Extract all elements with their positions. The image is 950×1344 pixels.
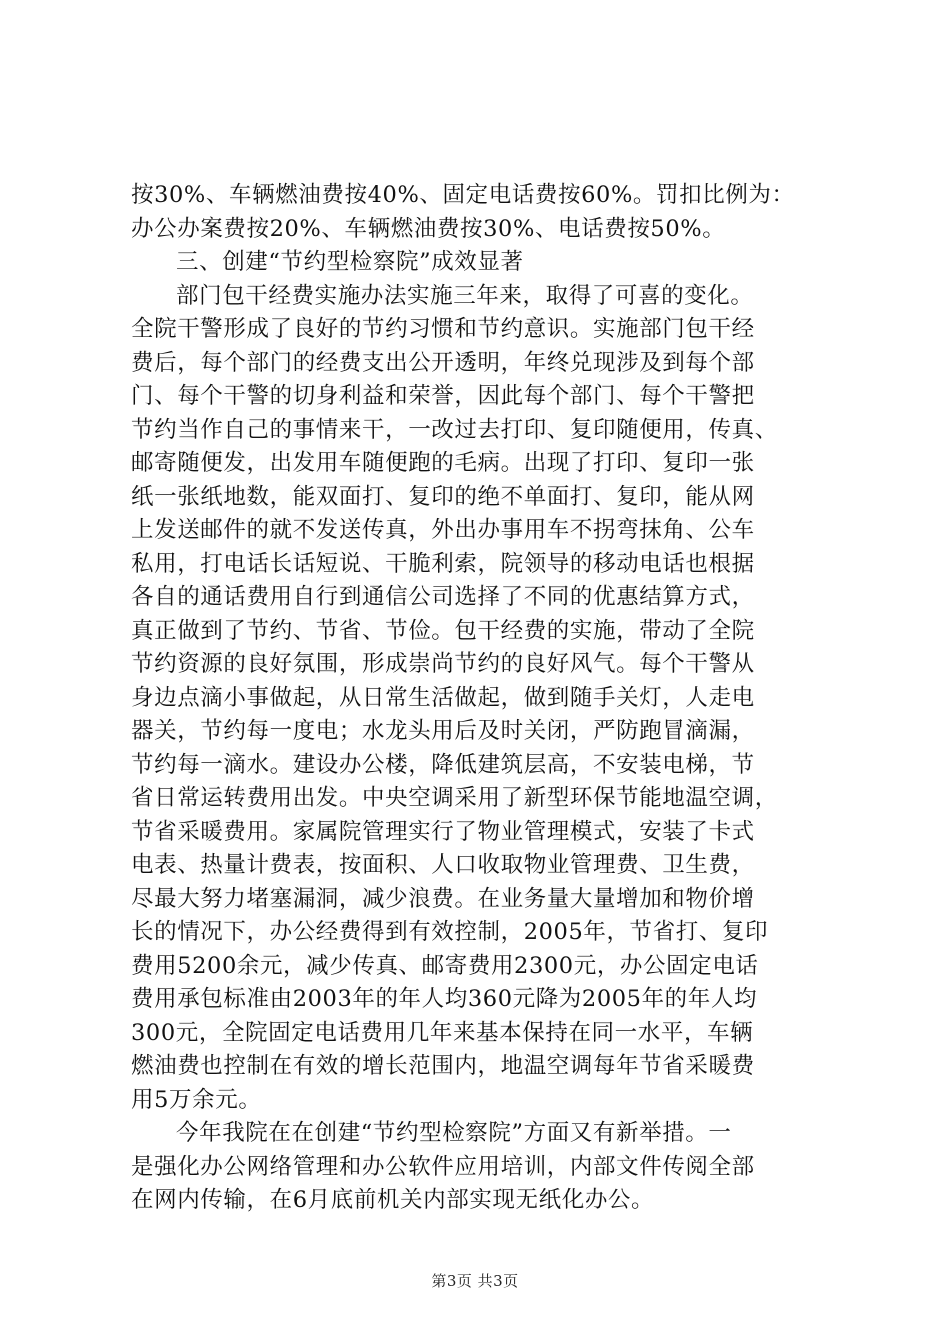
text-line: 在网内传输，在6月底前机关内部实现无纸化办公。: [131, 1187, 655, 1213]
text-line: 是强化办公网络管理和办公软件应用培训，内部文件传阅全部: [131, 1153, 755, 1180]
text-line: 节约每一滴水。建设办公楼，降低建筑层高，不安装电梯，节: [131, 751, 755, 778]
text-line: 长的情况下，办公经费得到有效控制，2005年，节省打、复印: [131, 919, 769, 945]
text-line: 纸一张纸地数，能双面打、复印的绝不单面打、复印，能从网: [131, 483, 755, 510]
text-line: 三、创建“节约型检察院”成效显著: [176, 249, 524, 275]
text-line: 费后，每个部门的经费支出公开透明，年终兑现涉及到每个部: [131, 349, 755, 376]
text-line: 节省采暖费用。家属院管理实行了物业管理模式，安装了卡式: [131, 818, 755, 845]
text-line: 身边点滴小事做起，从日常生活做起，做到随手关灯，人走电: [131, 684, 755, 711]
text-line: 燃油费也控制在有效的增长范围内，地温空调每年节省采暖费: [131, 1053, 755, 1079]
text-line: 用5万余元。: [131, 1086, 262, 1113]
text-line: 节约当作自己的事情来干，一改过去打印、复印随便用，传真、: [131, 416, 778, 443]
body-text: [131, 179, 831, 1218]
text-line: 办公办案费按20%、车辆燃油费按30%、电话费按50%。: [131, 215, 726, 242]
text-line: 私用，打电话长话短说、干脆利索，院领导的移动电话也根据: [131, 550, 755, 577]
text-line: 尽最大努力堵塞漏洞，减少浪费。在业务量大量增加和物价增: [131, 885, 755, 912]
text-line: 门、每个干警的切身利益和荣誉，因此每个部门、每个干警把: [131, 383, 755, 409]
text-line: 300元，全院固定电话费用几年来基本保持在同一水平，车辆: [131, 1019, 754, 1046]
text-line: 上发送邮件的就不发送传真，外出办事用车不拐弯抹角、公车: [131, 517, 755, 543]
text-line: 今年我院在在创建“节约型检察院”方面又有新举措。一: [176, 1120, 732, 1146]
text-line: 邮寄随便发，出发用车随便跑的毛病。出现了打印、复印一张: [131, 450, 755, 476]
text-line: 按30%、车辆燃油费按40%、固定电话费按60%。罚扣比例为：: [131, 182, 795, 208]
text-line: 费用5200余元，减少传真、邮寄费用2300元，办公固定电话: [131, 952, 759, 979]
text-line: 器关，节约每一度电；水龙头用后及时关闭，严防跑冒滴漏，: [131, 718, 755, 744]
page-footer: 第3页 共3页: [431, 1272, 519, 1290]
text-line: 部门包干经费实施办法实施三年来，取得了可喜的变化。: [176, 282, 754, 309]
text-line: 真正做到了节约、节省、节俭。包干经费的实施，带动了全院: [131, 617, 755, 644]
text-line: 节约资源的良好氛围，形成崇尚节约的良好风气。每个干警从: [131, 651, 755, 677]
text-line: 全院干警形成了良好的节约习惯和节约意识。实施部门包干经: [131, 316, 755, 342]
text-line: 各自的通话费用自行到通信公司选择了不同的优惠结算方式，: [131, 584, 755, 610]
text-line: 省日常运转费用出发。中央空调采用了新型环保节能地温空调，: [131, 785, 778, 811]
text-line: 电表、热量计费表，按面积、人口收取物业管理费、卫生费，: [131, 852, 755, 878]
text-line: 费用承包标准由2003年的年人均360元降为2005年的年人均: [131, 986, 758, 1012]
